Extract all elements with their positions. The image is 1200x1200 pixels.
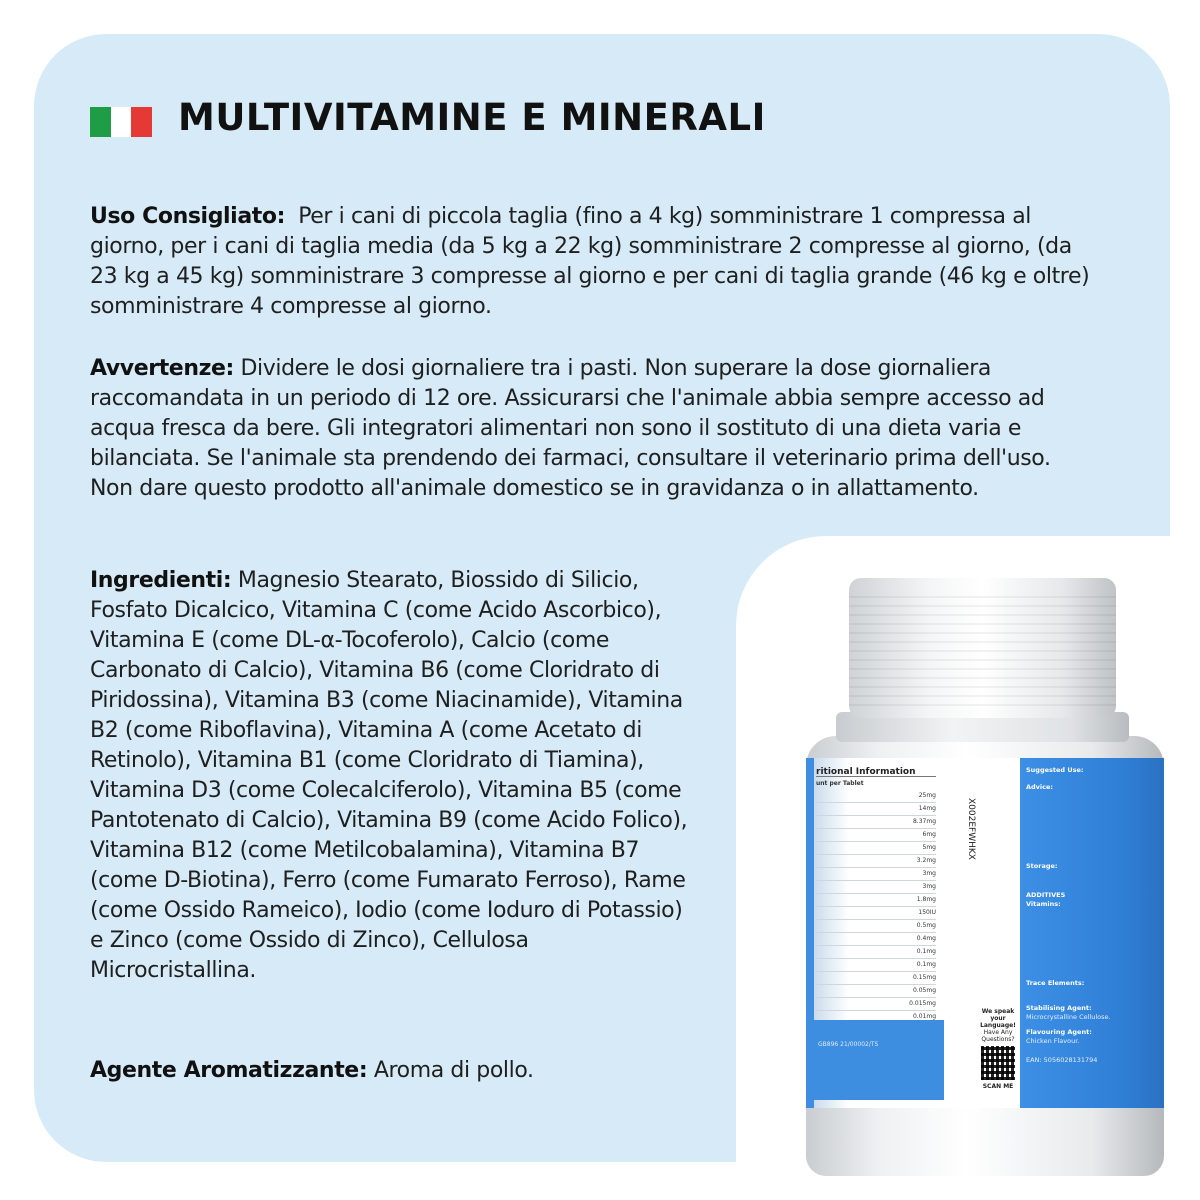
nutrition-row (816, 933, 936, 946)
nutrition-value: 25mg (918, 792, 936, 799)
side-storage: Storage: (1026, 862, 1058, 870)
nutrition-value: 150IU (918, 909, 936, 916)
nutrition-value: 3mg (922, 870, 936, 877)
nutrition-value: 1.8mg (916, 896, 936, 903)
nutrition-row (816, 985, 936, 998)
nutrition-value: 0.4mg (916, 935, 936, 942)
nutrition-row (816, 959, 936, 972)
qr-section (976, 1008, 1020, 1098)
nutrition-row (816, 816, 936, 829)
bottle-cap (849, 578, 1116, 718)
side-advice: Advice: (1026, 783, 1054, 791)
uso-text: Per i cani di piccola taglia (fino a 4 kg) somministrare 1 compressa al giorno, per i cani di taglia media (da 5 kg a 22 kg) somministrare 2 compresse al giorno, (da 23 kg a 45 kg) somministrare 3 compresse al giorno e per cani di taglia grande (46 kg e oltre) somministrare 4 compresse al giorno. (90, 204, 1090, 319)
nutrition-row (816, 855, 936, 868)
nutrition-value: 0.05mg (912, 987, 936, 994)
side-stabilising: Stabilising Agent: (1026, 1004, 1092, 1012)
scan-label: SCAN ME (982, 1083, 1014, 1090)
nutrition-value: 8.37mg (912, 818, 936, 825)
side-ean: EAN: 5056028131794 (1026, 1056, 1098, 1064)
nutrition-value: 0.5mg (916, 922, 936, 929)
flag-red-stripe (131, 107, 152, 137)
nutrition-row (816, 946, 936, 959)
nutrition-row (816, 842, 936, 855)
nutrition-value: 3.2mg (916, 857, 936, 864)
bottle-label (806, 758, 1164, 1108)
aroma-text: Aroma di pollo. (373, 1058, 534, 1083)
nutrition-row (816, 881, 936, 894)
side-flavouring-value: Chicken Flavour. (1026, 1037, 1080, 1045)
nutrition-value: 14mg (918, 805, 936, 812)
nutrition-row (816, 920, 936, 933)
nutrition-row (816, 829, 936, 842)
nutrition-value: 0.1mg (916, 948, 936, 955)
questions-label: Have Any Questions? (981, 1029, 1015, 1043)
aroma-label: Agente Aromatizzante: (90, 1058, 368, 1083)
nutrition-footer (814, 1020, 944, 1100)
uso-section (90, 202, 1090, 322)
side-flavouring: Flavouring Agent: (1026, 1028, 1092, 1036)
side-suggested: Suggested Use: (1026, 766, 1084, 774)
flag-green-stripe (90, 107, 111, 137)
avvertenze-text: Dividere le dosi giornaliere tra i pasti. Non superare la dose giornaliera raccomandata in un periodo di 12 ore. Assicurarsi che l'animale abbia sempre accesso ad acqua fresca da bere. Gli integratori alimentari non sono il sostituto di una dieta varia e bilanciata. Se l'animale sta prendendo dei farmaci, consultare il veterinario prima dell'uso. Non dare questo prodotto all'animale domestico se in gravidanza o in allattamento. (90, 356, 1051, 501)
flag-white-stripe (111, 107, 132, 137)
nutrition-value: 0.01mg (912, 1013, 936, 1020)
avvertenze-section (90, 354, 1090, 504)
product-bottle-image (736, 536, 1200, 1200)
product-code: X002EFWHKX (966, 798, 976, 860)
nutrition-value: 0.015mg (909, 1000, 936, 1007)
ingredienti-text: Magnesio Stearato, Biossido di Silicio, Fosfato Dicalcico, Vitamina C (come Acido Ascorbico), Vitamina E (come DL-α-Tocoferolo), Calcio (come Carbonato di Calcio), Vitamina B6 (come Cloridrato di Piridossina), Vitamina B3 (come Niacinamide), Vitamina B2 (come Riboflavina), Vitamina A (come Acetato di Retinolo), Vitamina B1 (come Cloridrato di Tiamina), Vitamina D3 (come Colecalciferolo), Vitamina B5 (come Pantotenato di Calcio), Vitamina B9 (come Acido Folico), Vitamina B12 (come Metilcobalamina), Vitamina B7 (come D-Biotina), Ferro (come Fumarato Ferroso), Rame (come Ossido Rameico), Iodio (come Ioduro di Potassio) e Zinco (come Ossido di Zinco), Cellulosa Microcristallina. (90, 568, 688, 983)
nutrition-row (816, 868, 936, 881)
ingredienti-section (90, 566, 690, 986)
nutrition-value: 0.1mg (916, 961, 936, 968)
nutrition-value: 3mg (922, 883, 936, 890)
side-stabilising-value: Microcrystalline Cellulose. (1026, 1013, 1111, 1021)
nutrition-row (816, 894, 936, 907)
registration-number: GB896 21/00002/TS (818, 1041, 879, 1048)
italian-flag-icon (90, 107, 152, 137)
ingredienti-label: Ingredienti: (90, 568, 232, 593)
aroma-section (90, 1056, 690, 1086)
nutrition-table (816, 768, 936, 1018)
nutrition-row (816, 907, 936, 920)
side-vitamins: Vitamins: (1026, 900, 1061, 908)
nutrition-value: 0.15mg (912, 974, 936, 981)
nutrition-value: 6mg (922, 831, 936, 838)
uso-label: Uso Consigliato: (90, 204, 285, 229)
nutrition-row (816, 998, 936, 1011)
nutrition-subtitle: unt per Tablet (816, 780, 864, 787)
side-trace: Trace Elements: (1026, 979, 1085, 987)
side-label-panel (1020, 758, 1164, 1108)
nutrition-title: ritional Information (816, 768, 936, 777)
nutrition-rows (816, 790, 936, 1024)
avvertenze-label: Avvertenze: (90, 356, 234, 381)
qr-code-icon (981, 1046, 1015, 1080)
nutrition-row (816, 972, 936, 985)
side-additives: ADDITIVES (1026, 891, 1066, 899)
page-title: MULTIVITAMINE E MINERALI (178, 96, 766, 139)
nutrition-row (816, 803, 936, 816)
nutrition-row (816, 790, 936, 803)
nutrition-value: 5mg (922, 844, 936, 851)
language-label: We speak your Language! (980, 1008, 1016, 1029)
